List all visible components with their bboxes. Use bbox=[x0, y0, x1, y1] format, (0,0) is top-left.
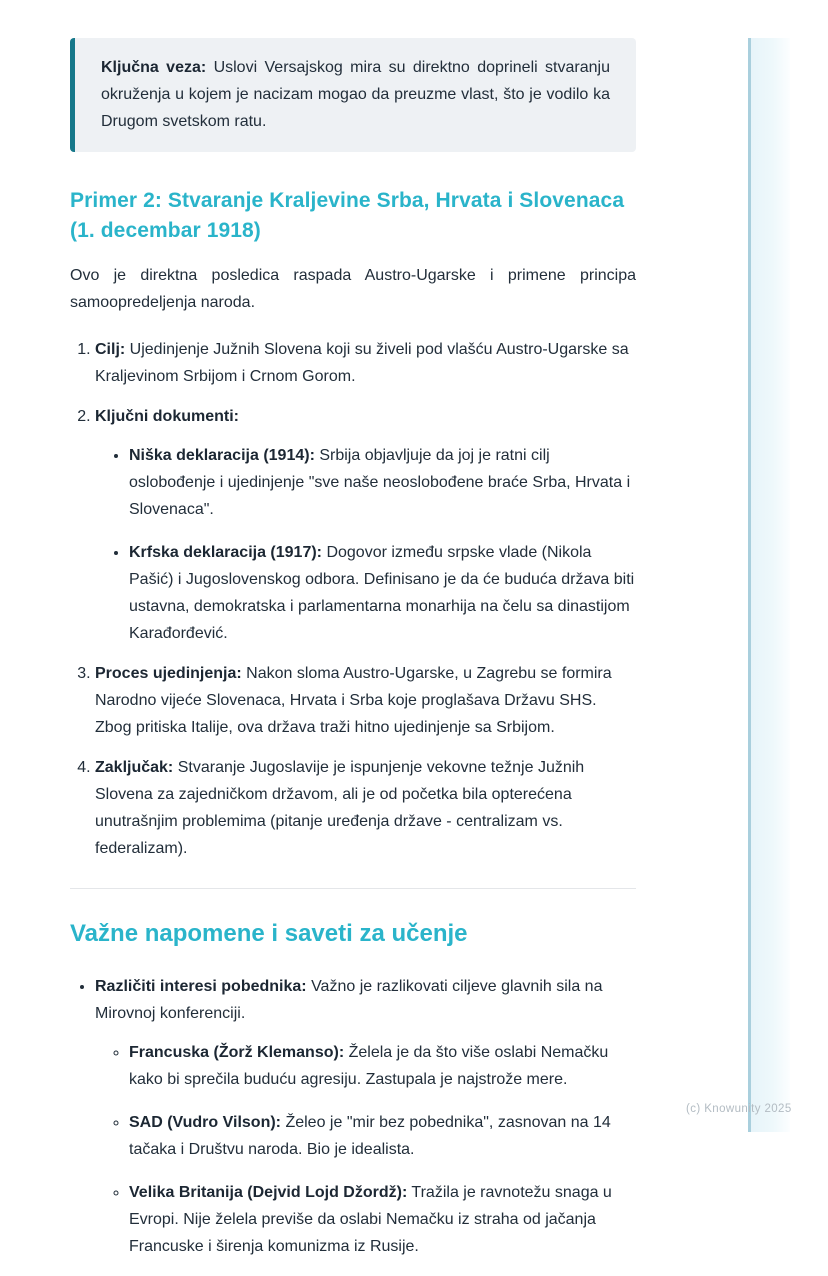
sub-item-label: Francuska (Žorž Klemanso): bbox=[129, 1044, 345, 1061]
sub-list bbox=[95, 442, 636, 647]
sub-item-label: Velika Britanija (Dejvid Lojd Džordž): bbox=[129, 1184, 408, 1201]
sub-list-item bbox=[129, 1039, 636, 1093]
sub-item-text: Želela je da što više oslabi Nemačku kako bi sprečila buduću agresiju. Zastupala je najstrože mere. bbox=[129, 1044, 609, 1088]
sub-list-item bbox=[129, 1109, 636, 1163]
sub-item-text: Želeo je "mir bez pobednika", zasnovan na 14 tačaka i Društvu naroda. Bio je idealista. bbox=[129, 1114, 611, 1158]
list-item bbox=[95, 403, 636, 647]
list-item-label: Različiti interesi pobednika: bbox=[95, 978, 307, 995]
callout-text: Uslovi Versajskog mira su direktno doprineli stvaranju okruženja u kojem je nacizam mogao da preuzme vlast, što je vodilo ka Drugom svetskom ratu. bbox=[101, 59, 610, 130]
list-item bbox=[95, 754, 636, 862]
sub-item-text: Srbija objavljuje da joj je ratni cilj oslobođenje i ujedinjenje "sve naše neoslobođene braće Srba, Hrvata i Slovenaca". bbox=[129, 447, 631, 518]
sub-list-item bbox=[129, 539, 636, 647]
section-divider bbox=[70, 888, 636, 889]
sub-item-text: Dogovor između srpske vlade (Nikola Pašić) i Jugoslovenskog odbora. Definisano je da će buduća država biti ustavna, demokratska i parlamentarna monarhija na čelu sa dinastijom Karađorđević. bbox=[129, 544, 635, 642]
list-item-label: Zaključak: bbox=[95, 759, 174, 776]
list-item-text: Ujedinjenje Južnih Slovena koji su živeli pod vlašću Austro-Ugarske sa Kraljevinom Srbijom i Crnom Gorom. bbox=[95, 341, 629, 385]
sub-list-item bbox=[129, 442, 636, 523]
list-item bbox=[95, 336, 636, 390]
list-item bbox=[95, 660, 636, 741]
list-item-label: Cilj: bbox=[95, 341, 126, 358]
section2-heading: Važne napomene i saveti za učenje bbox=[70, 920, 468, 947]
list-item-text: Nakon sloma Austro-Ugarske, u Zagrebu se formira Narodno vijeće Slovenaca, Hrvata i Srba koje proglašava Državu SHS. Zbog pritiska Italije, ova država traži hitno ujedinjenje sa Srbijom. bbox=[95, 665, 612, 736]
section1-intro: Ovo je direktna posledica raspada Austro-Ugarske i primene principa samoopredeljenja naroda. bbox=[70, 267, 636, 311]
sub-item-label: SAD (Vudro Vilson): bbox=[129, 1114, 281, 1131]
list-item bbox=[95, 973, 636, 1260]
sub-item-label: Niška deklaracija (1914): bbox=[129, 447, 315, 464]
section1-heading: Primer 2: Stvaranje Kraljevine Srba, Hrvata i Slovenaca (1. decembar 1918) bbox=[70, 189, 625, 242]
list-item-label: Proces ujedinjenja: bbox=[95, 665, 242, 682]
sub-list bbox=[95, 1039, 636, 1260]
sub-item-label: Krfska deklaracija (1917): bbox=[129, 544, 322, 561]
decorative-side-panel bbox=[748, 38, 790, 1132]
list-item-text: Važno je razlikovati ciljeve glavnih sila na Mirovnoj konferenciji. bbox=[95, 978, 603, 1022]
sub-list-item bbox=[129, 1179, 636, 1260]
numbered-list bbox=[70, 336, 636, 862]
list-item-label: Ključni dokumenti: bbox=[95, 408, 239, 425]
notes-bullet-list bbox=[70, 973, 636, 1260]
document-content bbox=[70, 0, 636, 1276]
list-item-text: Stvaranje Jugoslavije je ispunjenje vekovne težnje Južnih Slovena za zajedničkom državom, ali je od početka bila opterećena unutrašnjim problemima (pitanje uređenja države - centralizam vs. federalizam). bbox=[95, 759, 585, 857]
copyright-watermark: (c) Knowunity 2025 bbox=[686, 1103, 792, 1115]
sub-item-text: Tražila je ravnotežu snaga u Evropi. Nije želela previše da oslabi Nemačku iz straha od jačanja Francuske i širenja komunizma iz Rusije. bbox=[129, 1184, 612, 1255]
callout-label: Ključna veza: bbox=[101, 59, 207, 76]
key-link-callout bbox=[70, 38, 636, 152]
